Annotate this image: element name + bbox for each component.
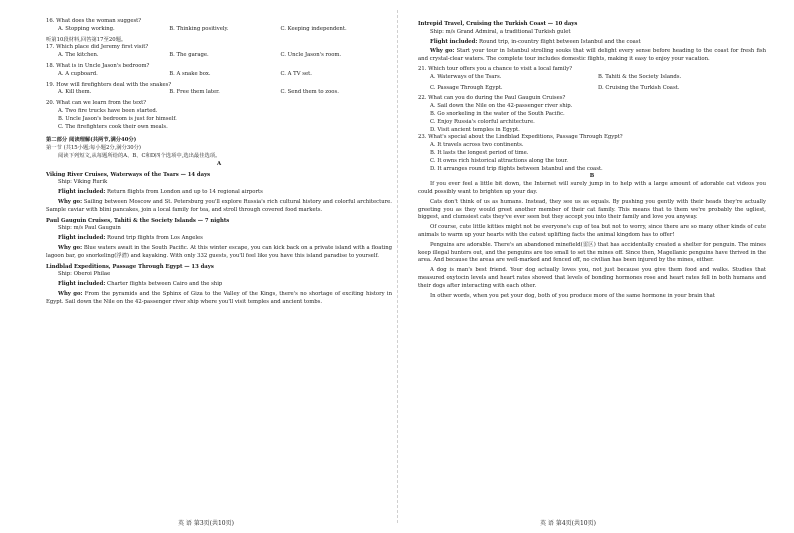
intrepid-title: Intrepid Travel, Cruising the Turkish Coast — 10 days [418, 21, 578, 27]
gauguin-ship: Ship: m/s Paul Gauguin [58, 225, 121, 232]
question-19: 19. How will firefighters deal with the snakes? [46, 81, 172, 88]
intrepid-why [418, 48, 766, 64]
option: B. It lasts the longest period of time. [430, 149, 529, 156]
section-1-instructions: 阅读下列短文,从每题所给的A、B、C和D四个选项中,选出最佳选项。 [58, 152, 221, 159]
question-22: 22. What can you do during the Paul Gauguin Cruises? [418, 95, 566, 102]
left-page [46, 18, 392, 309]
options-18 [46, 71, 392, 79]
option: A. Kill them. [58, 89, 92, 96]
option: C. It owns rich historical attractions along the tour. [430, 157, 568, 164]
option: B. A snake box. [169, 70, 211, 77]
question-17: 17. Which place did Jeremy first visit? [46, 44, 149, 51]
lindblad-flight [46, 281, 392, 289]
why-label: Why go: [58, 198, 83, 205]
question-23: 23. What's special about the Lindblad Expeditions, Passage Through Egypt? [418, 134, 623, 141]
option: A. Two fire trucks have been started. [58, 107, 158, 114]
lindblad-ship: Ship: Oberoi Philae [58, 271, 111, 278]
passage-b-label: B [589, 173, 595, 180]
viking-flight [46, 189, 392, 197]
why-label: Why go: [58, 244, 83, 251]
why-label: Why go: [430, 48, 455, 55]
option: C. Send them to zoos. [280, 89, 339, 96]
passage-b-paragraph: Cats don't think of us as humans. Instead, they see us as equals. By pushing you gently with their heads they're actually greeting you as they would greet another member of their cat family. This means that to them we're probably the ugliest, biggest, and clumsiest cats they've ever seen but they accept you into their family and love you anyway. [418, 198, 766, 221]
lindblad-why [46, 291, 392, 307]
gauguin-why [46, 245, 392, 261]
passage-b-paragraph: A dog is man's best friend. Your dog actually loves you, not just because you give them food and walks. Studies that measured oxytocin levels and heart rates showed that levels of bonding hormones rose and heart rates fell in both humans and their dogs after interacting with each other. [418, 267, 766, 289]
gauguin-title: Paul Gauguin Cruises, Tahiti & the Society Islands — 7 nights [46, 217, 230, 224]
flight-label: Flight included: [430, 38, 478, 45]
why-text: Sailing between Moscow and St. Petersburg you'll explore Russia's rich cultural history and colorful architecture. Sample caviar with blini pancakes, join a local family for tea, and stroll through covered food markets. [46, 198, 392, 213]
page-footer-left: 英 语 第3页(共10页) [178, 520, 234, 527]
flight-label: Flight included: [58, 189, 106, 196]
option: A. A cupboard. [58, 70, 98, 77]
options-21 [418, 74, 766, 82]
option: B. Free them later. [169, 89, 220, 96]
option: A. Sail down the Nile on the 42-passenger river ship. [430, 103, 573, 110]
flight-text: Return flights from London and up to 14 regional airports [105, 189, 263, 196]
question-21: 21. Which tour offers you a chance to visit a local family? [418, 65, 573, 72]
question-16: 16. What does the woman suggest? [46, 18, 142, 24]
part-2-heading: 第二部分 阅读理解(共两节,满分40分) [46, 137, 137, 144]
option: A. It travels across two continents. [430, 142, 524, 149]
question-20: 20. What can we learn from the text? [46, 100, 147, 107]
page-footer-right: 英 语 第4页(共10页) [540, 520, 596, 527]
viking-title: Viking River Cruises, Waterways of the Tsars — 14 days [46, 171, 211, 178]
passage-b-paragraph: If you ever feel a little bit down, the Internet will surely jump in to help with a large amount of adorable cat videos you could possibly want to brighten up your day. [418, 181, 766, 195]
options-21b [418, 85, 766, 93]
section-1-heading: 第一节 (共15小题;每小题2分,满分30分) [46, 145, 141, 152]
option: C. The firefighters cook their own meals. [58, 123, 168, 130]
option: B. Thinking positively. [169, 25, 229, 32]
right-page [418, 18, 766, 302]
flight-label: Flight included: [58, 281, 106, 288]
option: C. Uncle Jason's room. [280, 52, 342, 59]
question-18: 18. What is in Uncle Jason's bedroom? [46, 62, 150, 69]
option: B. Go snorkeling in the water of the South Pacific. [430, 110, 565, 117]
option: A. The kitchen. [58, 52, 99, 59]
option: B. Tahiti & the Society Islands. [598, 73, 682, 80]
option: C. Passage Through Egypt. [430, 84, 503, 91]
intrepid-ship: Ship: m/s Grand Admiral, a traditional Turkish gulet [430, 28, 571, 35]
option: D. It arranges round trip flights between Istanbul and the coast. [430, 165, 603, 172]
option: D. Cruising the Turkish Coast. [598, 84, 680, 91]
option: C. Keeping independent. [280, 25, 347, 32]
option: D. Visit ancient temples in Egypt. [430, 126, 520, 133]
options-16 [46, 26, 392, 34]
option: C. A TV set. [280, 70, 312, 77]
gauguin-flight [46, 235, 392, 243]
options-17 [46, 52, 392, 60]
viking-ship: Ship: Viking Rurik [58, 179, 108, 186]
page-divider [397, 10, 398, 523]
why-label: Why go: [58, 290, 83, 297]
flight-label: Flight included: [58, 235, 106, 242]
why-text: Blue waters await in the South Pacific. At this winter escape, you can kick back on a private island with a floating lagoon bar, go snorkeling(浮潜) and kayaking. With only 332 guests, you'll feel like you have this island paradise to yourself. [46, 244, 392, 259]
viking-why [46, 199, 392, 215]
passage-b-paragraph: Penguins are adorable. There's an abandoned minefield(雷区) that has accidentally created a shelter for penguin. The mines keep illegal hunters out, and the penguins are too small to set the mines off. Since then, Magellanic penguins have thrived in the area. And because the areas are well-marked and fenced off, no civilian has been injured by the mines, either. [418, 241, 766, 264]
why-text: Start your tour in Istanbul strolling souks that will delight every sense before heading to the coast for fresh fish and crystal-clear waters. The complete tour includes domestic flights, making it easy to enjoy your vacation. [418, 48, 766, 63]
instruction-17-20: 听第10段材料,回答第17至20题。 [46, 36, 127, 43]
flight-text: Charter flights between Cairo and the ship [105, 281, 223, 288]
flight-text: Round trip flights from Los Angeles [105, 235, 203, 242]
option: B. Uncle Jason's bedroom is just for himself. [58, 115, 177, 122]
passage-b-paragraph: Of course, cute little kitties might not be everyone's cup of tea but not to worry, since there are so many other kinds of cute animals to warm up your hearts with the cutest uplifting facts the animal kingdom has to offer! [418, 224, 766, 238]
options-19 [46, 89, 392, 97]
passage-b-paragraph: In other words, when you pet your dog, both of you produce more of the same hormone in your brain that [430, 292, 715, 299]
lindblad-title: Lindblad Expeditions, Passage Through Egypt — 13 days [46, 263, 214, 270]
passage-a-label: A [216, 160, 222, 167]
why-text: From the pyramids and the Sphinx of Giza to the Valley of the Kings, there's no shortage of exciting history in Egypt. Sail down the Nile on the 42-passenger river ship where you'll visit temples and ancient tombs. [46, 290, 392, 305]
option: A. Stopping working. [58, 25, 115, 32]
option: A. Waterways of the Tsars. [430, 73, 502, 80]
option: C. Enjoy Russia's colorful architecture. [430, 118, 535, 125]
flight-text: Round trip, in-country flight between Istanbul and the coast [477, 38, 641, 45]
intrepid-flight [418, 39, 766, 47]
option: B. The garage. [169, 52, 209, 59]
